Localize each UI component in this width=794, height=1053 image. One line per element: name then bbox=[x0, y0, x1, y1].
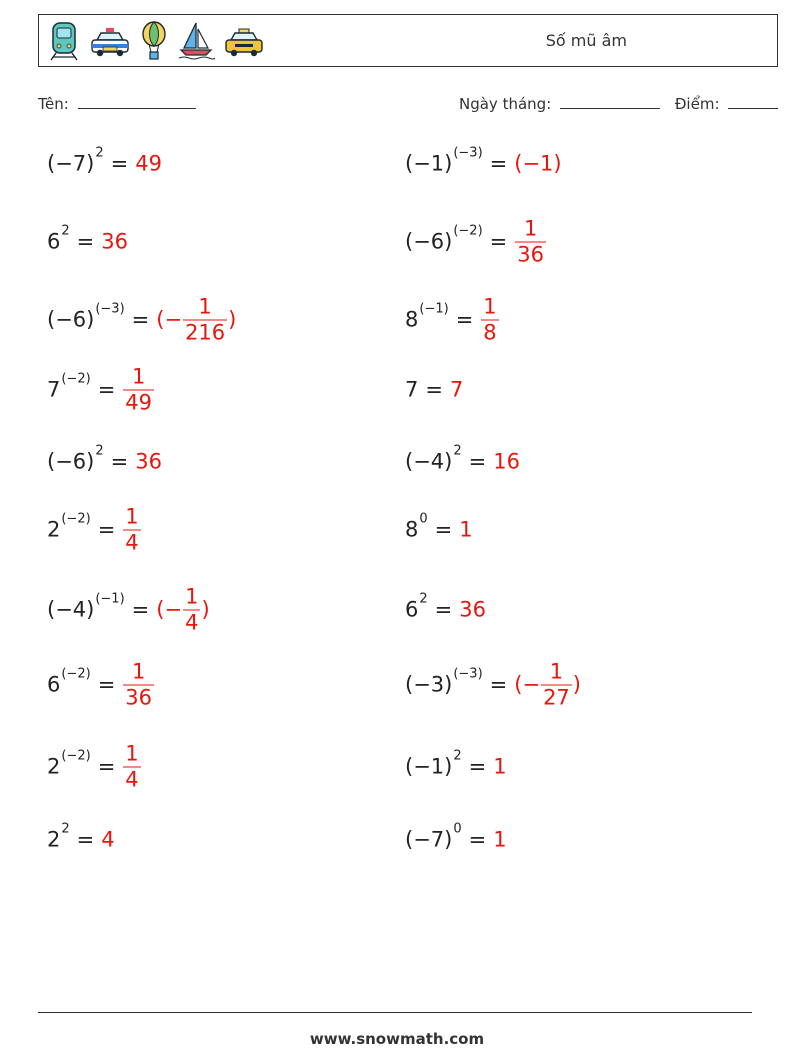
problem-answer bbox=[122, 659, 155, 710]
fraction-denominator: 27 bbox=[543, 685, 570, 710]
answer-fraction bbox=[123, 659, 154, 710]
problem-item bbox=[405, 821, 507, 852]
problem-base: (−6) bbox=[47, 307, 95, 332]
problem-item bbox=[47, 443, 162, 474]
problem-base: 7 bbox=[47, 377, 61, 402]
problem-answer bbox=[459, 517, 473, 542]
problem-answer bbox=[156, 294, 237, 345]
problem-answer bbox=[135, 449, 162, 474]
problem-answer bbox=[135, 151, 162, 176]
problem-exponent: 2 bbox=[419, 591, 428, 607]
equals-sign: = bbox=[76, 229, 95, 254]
problem-answer bbox=[493, 449, 520, 474]
equals-sign: = bbox=[434, 597, 453, 622]
fraction-denominator: 49 bbox=[125, 390, 153, 415]
problem-item bbox=[47, 145, 162, 176]
name-label: Tên: bbox=[38, 95, 69, 113]
equals-sign: = bbox=[489, 672, 508, 697]
equals-sign: = bbox=[131, 307, 150, 332]
equals-sign: = bbox=[110, 151, 129, 176]
problem-item bbox=[405, 145, 562, 176]
problem-item bbox=[47, 584, 210, 635]
problem-exponent: (−2) bbox=[61, 748, 91, 764]
fraction-numerator: 1 bbox=[125, 504, 139, 529]
problem-item bbox=[47, 223, 128, 254]
answer-value: 1 bbox=[493, 827, 507, 852]
problem-exponent: 0 bbox=[419, 511, 428, 527]
problem-exponent: (−2) bbox=[61, 371, 91, 387]
answer-fraction bbox=[183, 294, 227, 345]
problem-exponent: (−2) bbox=[61, 511, 91, 527]
problem-answer bbox=[156, 584, 210, 635]
answer-value: 4 bbox=[101, 827, 115, 852]
answer-value: 16 bbox=[493, 449, 520, 474]
answer-fraction bbox=[481, 294, 498, 345]
problem-item bbox=[47, 294, 237, 345]
problem-answer bbox=[493, 754, 507, 779]
answer-value: 1 bbox=[459, 517, 473, 542]
problem-base: (−7) bbox=[47, 151, 95, 176]
answer-value: 36 bbox=[135, 449, 162, 474]
answer-value: 49 bbox=[135, 151, 162, 176]
problem-answer bbox=[493, 827, 507, 852]
equals-sign: = bbox=[97, 517, 116, 542]
equals-sign: = bbox=[76, 827, 95, 852]
answer-value: 36 bbox=[459, 597, 486, 622]
problem-base: (−6) bbox=[405, 229, 453, 254]
equals-sign: = bbox=[97, 754, 116, 779]
problem-base: (−4) bbox=[405, 449, 453, 474]
problem-base: (−1) bbox=[405, 151, 453, 176]
problem-exponent: (−3) bbox=[453, 145, 483, 161]
answer-open: (− bbox=[156, 307, 183, 332]
fraction-numerator: 1 bbox=[131, 364, 146, 389]
problem-base: 8 bbox=[405, 517, 419, 542]
problem-exponent: 2 bbox=[95, 145, 104, 161]
answer-close: ) bbox=[201, 597, 210, 622]
problem-exponent: 0 bbox=[453, 821, 462, 837]
answer-fraction bbox=[541, 659, 572, 710]
fraction-denominator: 216 bbox=[185, 320, 226, 345]
fraction-denominator: 4 bbox=[125, 530, 139, 555]
fraction-numerator: 1 bbox=[549, 659, 564, 684]
problem-exponent: 2 bbox=[95, 443, 104, 459]
problem-item bbox=[405, 659, 581, 710]
equals-sign: = bbox=[468, 449, 487, 474]
answer-open: (− bbox=[514, 672, 541, 697]
answer-fraction bbox=[123, 504, 140, 555]
fraction-denominator: 4 bbox=[125, 767, 139, 792]
problem-base: 2 bbox=[47, 754, 61, 779]
problem-base: (−4) bbox=[47, 597, 95, 622]
problem-answer bbox=[514, 151, 562, 176]
worksheet-title: Số mũ âm bbox=[545, 31, 627, 50]
answer-value: 7 bbox=[449, 377, 464, 402]
problem-exponent: (−3) bbox=[95, 301, 125, 317]
problem-answer bbox=[514, 659, 581, 710]
problem-base: 7 bbox=[405, 377, 419, 402]
equals-sign: = bbox=[468, 827, 487, 852]
fraction-numerator: 1 bbox=[131, 659, 146, 684]
name-line bbox=[38, 94, 196, 113]
equals-sign: = bbox=[131, 597, 150, 622]
problem-base: (−7) bbox=[405, 827, 453, 852]
problem-item bbox=[47, 504, 142, 555]
fraction-denominator: 4 bbox=[185, 610, 199, 635]
answer-fraction bbox=[123, 364, 154, 415]
answer-value: (−1) bbox=[514, 151, 562, 176]
problem-item bbox=[405, 294, 500, 345]
answer-fraction bbox=[123, 741, 140, 792]
problem-exponent: (−1) bbox=[419, 301, 449, 317]
problem-answer bbox=[459, 597, 486, 622]
problem-base: 6 bbox=[47, 229, 61, 254]
problem-exponent: (−2) bbox=[61, 666, 91, 682]
fraction-numerator: 1 bbox=[198, 294, 212, 319]
date-label: Ngày tháng: bbox=[459, 95, 552, 113]
date-score-line bbox=[459, 94, 778, 113]
problem-base: 2 bbox=[47, 517, 61, 542]
problem-base: (−1) bbox=[405, 754, 453, 779]
problem-item bbox=[405, 591, 486, 622]
problem-item bbox=[405, 443, 520, 474]
problem-answer bbox=[480, 294, 499, 345]
answer-value: 36 bbox=[101, 229, 128, 254]
score-blank[interactable] bbox=[728, 94, 778, 109]
equals-sign: = bbox=[455, 307, 474, 332]
score-label: Điểm: bbox=[674, 95, 720, 113]
answer-close: ) bbox=[572, 672, 581, 697]
problem-base: (−3) bbox=[405, 672, 453, 697]
fraction-denominator: 36 bbox=[517, 242, 544, 267]
answer-fraction bbox=[183, 584, 200, 635]
problem-item bbox=[47, 741, 142, 792]
problem-exponent: 2 bbox=[61, 821, 70, 837]
problem-base: (−6) bbox=[47, 449, 95, 474]
problem-answer bbox=[122, 741, 141, 792]
fraction-denominator: 36 bbox=[125, 685, 153, 710]
answer-value: 1 bbox=[493, 754, 507, 779]
problem-exponent: 2 bbox=[61, 223, 70, 239]
problem-item bbox=[405, 511, 473, 542]
problem-base: 6 bbox=[405, 597, 419, 622]
name-blank[interactable] bbox=[78, 94, 196, 109]
problem-exponent: 2 bbox=[453, 443, 462, 459]
equals-sign: = bbox=[97, 377, 116, 402]
problem-base: 2 bbox=[47, 827, 61, 852]
answer-open: (− bbox=[156, 597, 183, 622]
equals-sign: = bbox=[489, 229, 508, 254]
problem-item bbox=[47, 821, 115, 852]
problem-item bbox=[405, 748, 507, 779]
answer-fraction bbox=[515, 216, 546, 267]
fraction-numerator: 1 bbox=[523, 216, 538, 241]
equals-sign: = bbox=[110, 449, 129, 474]
equals-sign: = bbox=[489, 151, 508, 176]
problem-exponent: 2 bbox=[453, 748, 462, 764]
problem-base: 8 bbox=[405, 307, 419, 332]
problem-item bbox=[405, 216, 547, 267]
problem-exponent: (−1) bbox=[95, 591, 125, 607]
footer-divider bbox=[38, 1012, 752, 1013]
problem-answer bbox=[514, 216, 547, 267]
fraction-denominator: 8 bbox=[483, 320, 497, 345]
worksheet-header bbox=[38, 14, 778, 67]
problem-answer bbox=[101, 827, 115, 852]
fraction-numerator: 1 bbox=[483, 294, 497, 319]
problem-answer bbox=[122, 364, 155, 415]
problem-exponent: (−2) bbox=[453, 223, 483, 239]
problem-answer bbox=[101, 229, 128, 254]
problem-exponent: (−3) bbox=[453, 666, 483, 682]
problem-base: 6 bbox=[47, 672, 61, 697]
fraction-numerator: 1 bbox=[185, 584, 199, 609]
problem-item bbox=[405, 377, 464, 402]
problem-answer bbox=[122, 504, 141, 555]
equals-sign: = bbox=[434, 517, 453, 542]
equals-sign: = bbox=[97, 672, 116, 697]
footer-website: www.snowmath.com bbox=[309, 1030, 485, 1048]
equals-sign: = bbox=[425, 377, 443, 402]
problem-answer bbox=[449, 377, 464, 402]
date-blank[interactable] bbox=[560, 94, 660, 109]
fraction-numerator: 1 bbox=[125, 741, 139, 766]
problem-item bbox=[47, 659, 155, 710]
answer-close: ) bbox=[228, 307, 237, 332]
problem-item bbox=[47, 364, 155, 415]
equals-sign: = bbox=[468, 754, 487, 779]
